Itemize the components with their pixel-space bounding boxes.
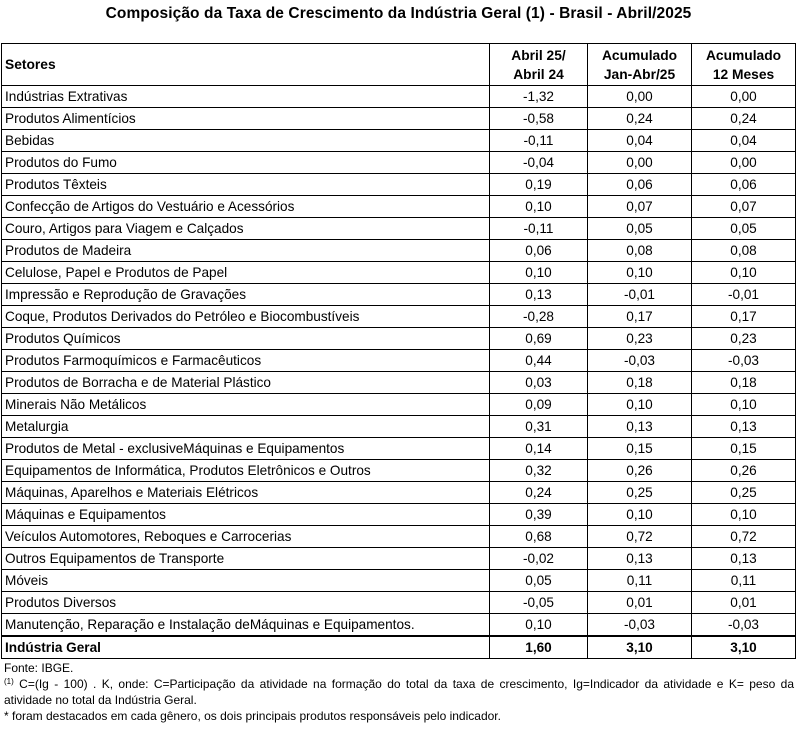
sector-cell: Máquinas e Equipamentos bbox=[2, 504, 490, 526]
table-row bbox=[2, 108, 796, 130]
header-12m-line1: Acumulado bbox=[705, 47, 782, 63]
april-value-cell: -0,05 bbox=[490, 592, 588, 614]
april-value-cell: 0,10 bbox=[490, 262, 588, 284]
sector-cell: Manutenção, Reparação e Instalação deMáquinas e Equipamentos. bbox=[2, 614, 490, 637]
twelve-month-value-cell: 0,23 bbox=[692, 328, 796, 350]
april-value-cell: 0,31 bbox=[490, 416, 588, 438]
twelve-month-value-cell: 0,11 bbox=[692, 570, 796, 592]
ytd-value-cell: 0,07 bbox=[588, 196, 692, 218]
ytd-value-cell: 0,72 bbox=[588, 526, 692, 548]
april-value-cell: -0,04 bbox=[490, 152, 588, 174]
table-row bbox=[2, 284, 796, 306]
ytd-value-cell: 0,01 bbox=[588, 592, 692, 614]
ytd-value-cell: -0,03 bbox=[588, 614, 692, 637]
source-note: Fonte: IBGE. bbox=[4, 661, 74, 675]
sector-cell: Produtos Químicos bbox=[2, 328, 490, 350]
ytd-value-cell: 3,10 bbox=[588, 636, 692, 659]
table-row bbox=[2, 130, 796, 152]
ytd-value-cell: 0,23 bbox=[588, 328, 692, 350]
april-value-cell: -0,02 bbox=[490, 548, 588, 570]
header-april bbox=[490, 44, 588, 86]
sector-cell: Máquinas, Aparelhos e Materiais Elétricos bbox=[2, 482, 490, 504]
header-ytd-line1: Acumulado bbox=[601, 47, 678, 63]
twelve-month-value-cell: 0,05 bbox=[692, 218, 796, 240]
ytd-value-cell: 0,04 bbox=[588, 130, 692, 152]
twelve-month-value-cell: 0,04 bbox=[692, 130, 796, 152]
twelve-month-value-cell: 0,06 bbox=[692, 174, 796, 196]
ytd-value-cell: -0,01 bbox=[588, 284, 692, 306]
twelve-month-value-cell: 0,07 bbox=[692, 196, 796, 218]
sector-cell: Confecção de Artigos do Vestuário e Acessórios bbox=[2, 196, 490, 218]
twelve-month-value-cell: -0,01 bbox=[692, 284, 796, 306]
sector-cell: Impressão e Reprodução de Gravações bbox=[2, 284, 490, 306]
april-value-cell: -1,32 bbox=[490, 86, 588, 108]
table-row bbox=[2, 438, 796, 460]
table-row bbox=[2, 416, 796, 438]
twelve-month-value-cell: 0,25 bbox=[692, 482, 796, 504]
header-ytd bbox=[588, 44, 692, 86]
table-row bbox=[2, 460, 796, 482]
sector-cell: Produtos Diversos bbox=[2, 592, 490, 614]
table-row bbox=[2, 614, 796, 637]
sector-cell: Indústria Geral bbox=[2, 636, 490, 659]
table-row bbox=[2, 328, 796, 350]
april-value-cell: 0,03 bbox=[490, 372, 588, 394]
asterisk-note: * foram destacados em cada gênero, os dois principais produtos responsáveis pelo indicador. bbox=[4, 709, 501, 723]
twelve-month-value-cell: 0,17 bbox=[692, 306, 796, 328]
ytd-value-cell: 0,06 bbox=[588, 174, 692, 196]
twelve-month-value-cell: 0,13 bbox=[692, 416, 796, 438]
table-title: Composição da Taxa de Crescimento da Indústria Geral (1) - Brasil - Abril/2025 bbox=[105, 5, 692, 22]
twelve-month-value-cell: 0,01 bbox=[692, 592, 796, 614]
sector-cell: Produtos Farmoquímicos e Farmacêuticos bbox=[2, 350, 490, 372]
table-row bbox=[2, 482, 796, 504]
twelve-month-value-cell: 3,10 bbox=[692, 636, 796, 659]
twelve-month-value-cell: 0,00 bbox=[692, 86, 796, 108]
april-value-cell: 0,19 bbox=[490, 174, 588, 196]
table-row bbox=[2, 350, 796, 372]
ytd-value-cell: 0,13 bbox=[588, 548, 692, 570]
ytd-value-cell: 0,10 bbox=[588, 262, 692, 284]
table-row bbox=[2, 196, 796, 218]
header-april-line1: Abril 25/ bbox=[511, 47, 566, 63]
formula-note bbox=[4, 676, 794, 708]
twelve-month-value-cell: 0,08 bbox=[692, 240, 796, 262]
ytd-value-cell: 0,17 bbox=[588, 306, 692, 328]
table-body bbox=[2, 86, 796, 659]
twelve-month-value-cell: 0,13 bbox=[692, 548, 796, 570]
header-ytd-line2: Jan-Abr/25 bbox=[603, 66, 676, 82]
twelve-month-value-cell: 0,10 bbox=[692, 504, 796, 526]
ytd-value-cell: 0,08 bbox=[588, 240, 692, 262]
table-row bbox=[2, 86, 796, 108]
twelve-month-value-cell: 0,18 bbox=[692, 372, 796, 394]
april-value-cell: 0,05 bbox=[490, 570, 588, 592]
sector-cell: Couro, Artigos para Viagem e Calçados bbox=[2, 218, 490, 240]
april-value-cell: 0,09 bbox=[490, 394, 588, 416]
april-value-cell: 0,32 bbox=[490, 460, 588, 482]
twelve-month-value-cell: 0,10 bbox=[692, 262, 796, 284]
table-row bbox=[2, 240, 796, 262]
sector-cell: Metalurgia bbox=[2, 416, 490, 438]
april-value-cell: -0,11 bbox=[490, 130, 588, 152]
april-value-cell: -0,58 bbox=[490, 108, 588, 130]
twelve-month-value-cell: 0,10 bbox=[692, 394, 796, 416]
table-row bbox=[2, 504, 796, 526]
twelve-month-value-cell: 0,00 bbox=[692, 152, 796, 174]
footnotes bbox=[4, 660, 794, 724]
sector-cell: Móveis bbox=[2, 570, 490, 592]
sector-cell: Produtos Têxteis bbox=[2, 174, 490, 196]
april-value-cell: 0,39 bbox=[490, 504, 588, 526]
sector-cell: Indústrias Extrativas bbox=[2, 86, 490, 108]
twelve-month-value-cell: -0,03 bbox=[692, 614, 796, 637]
ytd-value-cell: 0,10 bbox=[588, 504, 692, 526]
table-row bbox=[2, 394, 796, 416]
table-row bbox=[2, 592, 796, 614]
ytd-value-cell: 0,05 bbox=[588, 218, 692, 240]
twelve-month-value-cell: 0,26 bbox=[692, 460, 796, 482]
sector-cell: Produtos de Metal - exclusiveMáquinas e Equipamentos bbox=[2, 438, 490, 460]
header-12m-line2: 12 Meses bbox=[712, 66, 775, 82]
total-row bbox=[2, 636, 796, 659]
april-value-cell: -0,28 bbox=[490, 306, 588, 328]
april-value-cell: 0,06 bbox=[490, 240, 588, 262]
sector-cell: Coque, Produtos Derivados do Petróleo e Biocombustíveis bbox=[2, 306, 490, 328]
sector-cell: Produtos de Borracha e de Material Plástico bbox=[2, 372, 490, 394]
footnote-mark: (1) bbox=[4, 677, 14, 686]
sector-cell: Bebidas bbox=[2, 130, 490, 152]
twelve-month-value-cell: 0,15 bbox=[692, 438, 796, 460]
table-row bbox=[2, 262, 796, 284]
table-row bbox=[2, 306, 796, 328]
table-row bbox=[2, 548, 796, 570]
header-april-line2: Abril 24 bbox=[513, 66, 564, 82]
april-value-cell: 0,14 bbox=[490, 438, 588, 460]
table-row bbox=[2, 526, 796, 548]
growth-composition-table bbox=[1, 43, 796, 659]
sector-cell: Outros Equipamentos de Transporte bbox=[2, 548, 490, 570]
ytd-value-cell: 0,13 bbox=[588, 416, 692, 438]
ytd-value-cell: 0,15 bbox=[588, 438, 692, 460]
sector-cell: Produtos de Madeira bbox=[2, 240, 490, 262]
table-row bbox=[2, 174, 796, 196]
april-value-cell: 0,24 bbox=[490, 482, 588, 504]
twelve-month-value-cell: -0,03 bbox=[692, 350, 796, 372]
sector-cell: Produtos Alimentícios bbox=[2, 108, 490, 130]
ytd-value-cell: 0,00 bbox=[588, 152, 692, 174]
table-row bbox=[2, 152, 796, 174]
twelve-month-value-cell: 0,24 bbox=[692, 108, 796, 130]
april-value-cell: 0,44 bbox=[490, 350, 588, 372]
april-value-cell: 0,69 bbox=[490, 328, 588, 350]
ytd-value-cell: 0,26 bbox=[588, 460, 692, 482]
april-value-cell: 0,68 bbox=[490, 526, 588, 548]
formula-text: C=(Ig - 100) . K, onde: C=Participação da atividade na formação do total da taxa de crescimento, Ig=Indicador da atividade e K= peso da atividade no total da Indústria Geral. bbox=[4, 677, 794, 707]
april-value-cell: 1,60 bbox=[490, 636, 588, 659]
sector-cell: Minerais Não Metálicos bbox=[2, 394, 490, 416]
sector-cell: Equipamentos de Informática, Produtos Eletrônicos e Outros bbox=[2, 460, 490, 482]
table-row bbox=[2, 570, 796, 592]
ytd-value-cell: -0,03 bbox=[588, 350, 692, 372]
table-row bbox=[2, 372, 796, 394]
ytd-value-cell: 0,24 bbox=[588, 108, 692, 130]
april-value-cell: 0,10 bbox=[490, 614, 588, 637]
april-value-cell: 0,13 bbox=[490, 284, 588, 306]
table-row bbox=[2, 218, 796, 240]
sector-cell: Veículos Automotores, Reboques e Carrocerias bbox=[2, 526, 490, 548]
ytd-value-cell: 0,25 bbox=[588, 482, 692, 504]
ytd-value-cell: 0,00 bbox=[588, 86, 692, 108]
ytd-value-cell: 0,10 bbox=[588, 394, 692, 416]
april-value-cell: 0,10 bbox=[490, 196, 588, 218]
sector-cell: Celulose, Papel e Produtos de Papel bbox=[2, 262, 490, 284]
header-row bbox=[2, 44, 796, 86]
header-sectors: Setores bbox=[2, 44, 490, 86]
header-12-months bbox=[692, 44, 796, 86]
sector-cell: Produtos do Fumo bbox=[2, 152, 490, 174]
april-value-cell: -0,11 bbox=[490, 218, 588, 240]
ytd-value-cell: 0,11 bbox=[588, 570, 692, 592]
twelve-month-value-cell: 0,72 bbox=[692, 526, 796, 548]
ytd-value-cell: 0,18 bbox=[588, 372, 692, 394]
